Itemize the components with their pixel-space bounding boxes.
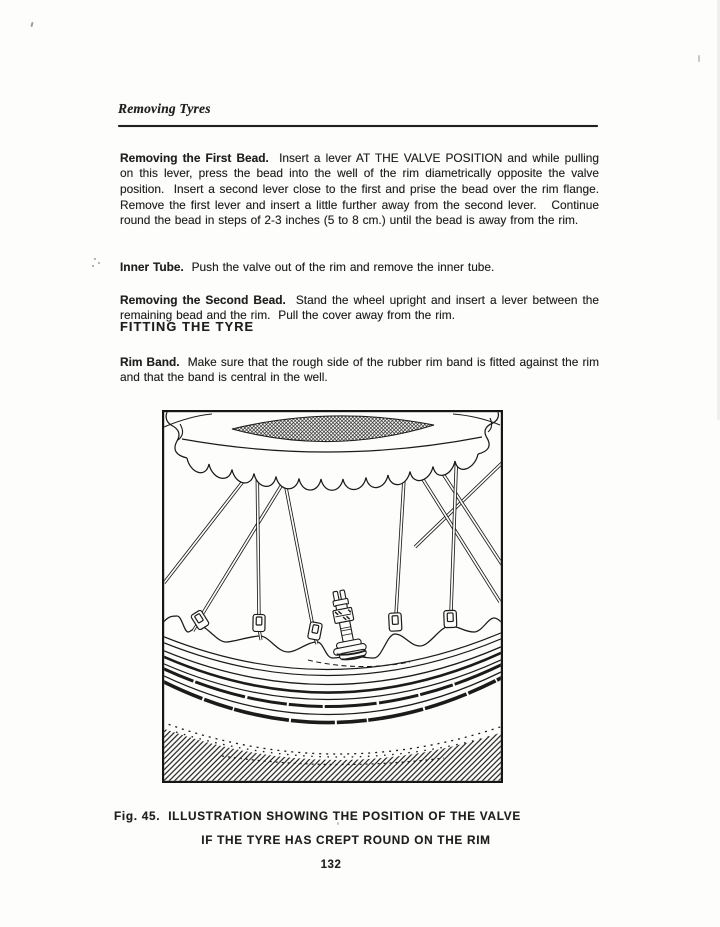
scan-speck xyxy=(698,55,700,62)
paragraph-body: Push the valve out of the rim and remove the inner tube. xyxy=(183,259,495,274)
paragraph-body: Insert a lever AT THE VALVE POSITION and while pulling on this lever, press the bead into the well of the rim diametrically opposite the valve position. Insert a second lever close to the first and prise the bead over the rim flange. Remove the first lever and insert a little further away from the second lever. Continue round the bead in steps of 2-3 inches (5 to 8 cm.) until the bead is away from the rim. xyxy=(120,150,607,228)
header-rule xyxy=(118,125,598,127)
spoke-nipples xyxy=(190,610,456,644)
paragraph-body: Make sure that the rough side of the rubber rim band is fitted against the rim and that the band is central in the well. xyxy=(120,354,603,385)
sprocket-hub xyxy=(164,412,500,490)
running-head: Removing Tyres xyxy=(118,101,211,116)
figure-caption-line1 xyxy=(114,804,548,828)
paragraph-lead: Removing the Second Bead. xyxy=(120,292,286,307)
section-heading-fitting-the-tyre: FITTING THE TYRE xyxy=(120,319,255,334)
scan-speck xyxy=(92,265,94,267)
paragraph-lead: Removing the First Bead. xyxy=(120,150,269,165)
paragraph-rim-band xyxy=(120,354,603,386)
paragraph-lead: Rim Band. xyxy=(120,354,180,369)
page-number: 132 xyxy=(320,859,342,871)
scan-speck xyxy=(98,262,100,264)
tyre-hatch xyxy=(162,722,503,783)
scan-speck xyxy=(94,258,96,260)
scan-speck xyxy=(30,22,33,27)
valve-stem xyxy=(322,588,368,663)
paragraph-body: Stand the wheel upright and insert a lever between the remaining bead and the rim. Pull the cover away from the rim. xyxy=(120,292,603,323)
paragraph-removing-first-bead xyxy=(120,150,607,229)
paragraph-lead: Inner Tube. xyxy=(120,259,184,274)
figure-caption-line2: IF THE TYRE HAS CREPT ROUND ON THE RIM xyxy=(201,833,491,847)
figure-caption xyxy=(114,804,548,852)
figure-45-wheel-valve-illustration xyxy=(162,410,503,783)
scan-speck xyxy=(337,822,339,825)
figure-caption-prefix: Fig. 45. xyxy=(114,809,161,823)
figure-caption-text: ILLUSTRATION SHOWING THE POSITION OF THE VALVE xyxy=(160,809,521,823)
paragraph-inner-tube xyxy=(120,260,599,276)
rim-arcs xyxy=(162,632,503,723)
